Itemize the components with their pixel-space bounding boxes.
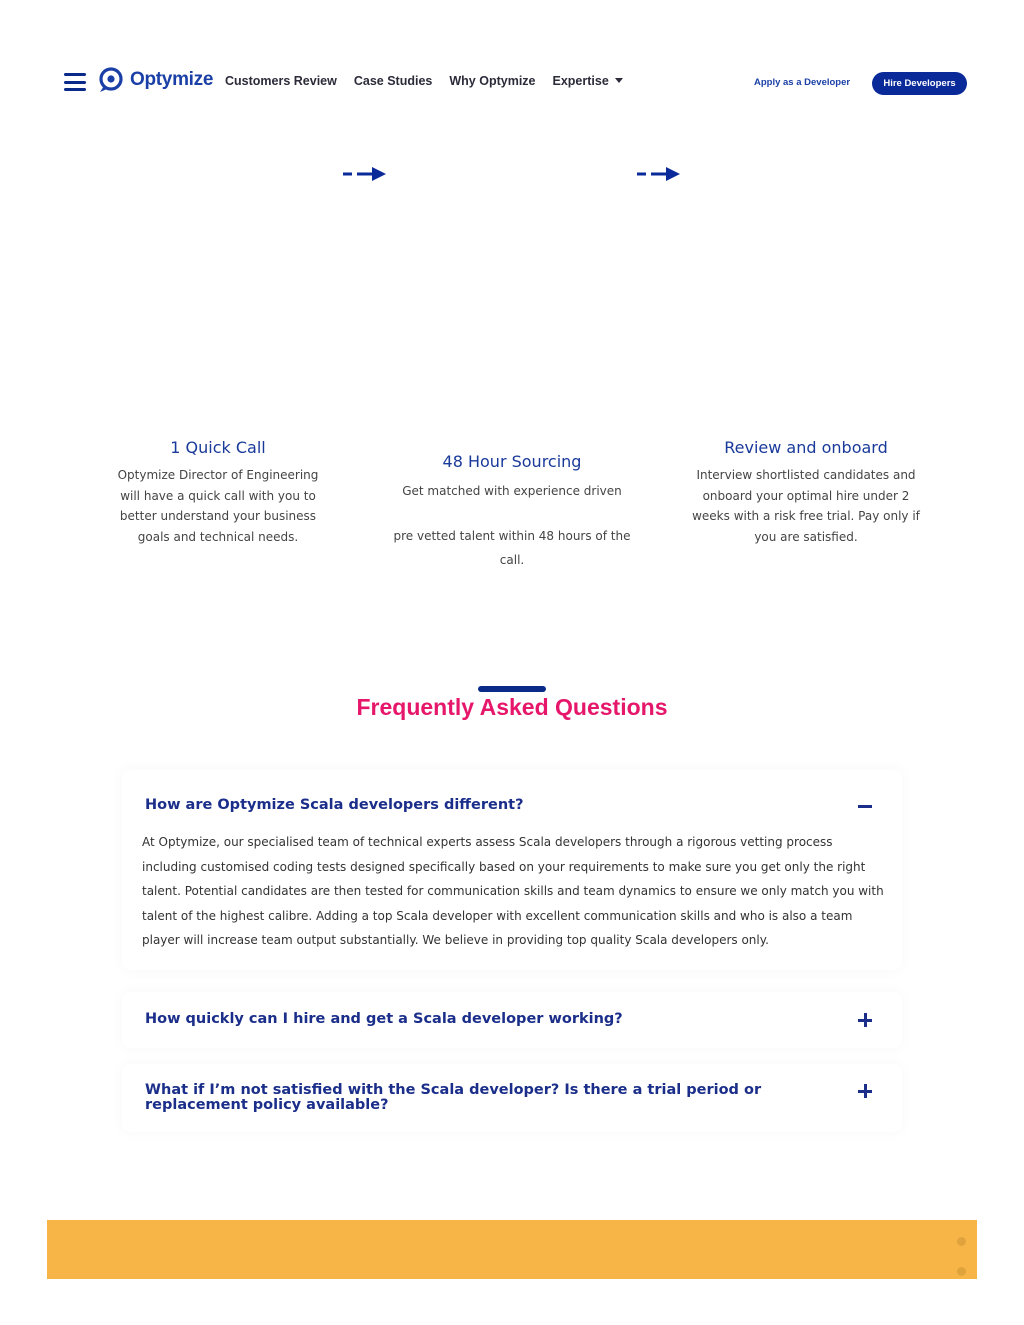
hamburger-menu-button[interactable] <box>64 72 86 92</box>
step-description: Optymize Director of Engineering will have a quick call with you to better understand your business goals and technical needs. <box>117 468 319 544</box>
faq-item <box>122 992 902 1048</box>
cta-band <box>47 1220 977 1279</box>
step-title: Review and onboard <box>724 438 888 457</box>
faq-item-expanded <box>122 770 902 970</box>
step-title: 48 Hour Sourcing <box>442 452 582 471</box>
nav-customers-review[interactable]: Customers Review <box>225 74 337 88</box>
collapse-minus-icon[interactable] <box>858 799 872 813</box>
plus-bar-v <box>864 1013 867 1027</box>
faq-question[interactable]: What if I’m not satisfied with the Scala developer? Is there a trial period or replacement policy available? <box>145 1082 762 1113</box>
apply-as-developer-link[interactable]: Apply as a Developer <box>754 77 851 88</box>
step-quick-call <box>110 438 326 547</box>
faq-item <box>122 1064 902 1132</box>
nav-expertise-dropdown[interactable] <box>553 74 623 88</box>
step-description: Interview shortlisted candidates and onboard your optimal hire under 2 weeks with a risk free trial. Pay only if you are satisfied. <box>692 468 920 544</box>
carousel-dot[interactable] <box>957 1267 966 1276</box>
optymize-logo[interactable] <box>98 67 213 93</box>
faq-heading: Frequently Asked Questions <box>356 694 668 720</box>
dashed-arrow-right-icon <box>342 166 388 182</box>
step-title: 1 Quick Call <box>170 438 266 457</box>
expand-plus-icon[interactable] <box>858 1013 872 1027</box>
carousel-dot[interactable] <box>957 1237 966 1246</box>
faq-question[interactable]: How quickly can I hire and get a Scala developer working? <box>145 1011 623 1027</box>
step-description-line1: Get matched with experience driven <box>402 484 622 498</box>
main-nav <box>225 74 623 88</box>
faq-answer: At Optymize, our specialised team of technical experts assess Scala developers through a rigorous vetting process including customised coding tests designed specifically based on your requirements to make sure you get only the right talent. Potential candidates are then tested for communication skills and team dynamics to ensure we only match you with talent of the highest calibre. Adding a top Scala developer with excellent communication skills and who is also a team player will increase team output substantially. We believe in providing top quality Scala developers only. <box>142 835 884 947</box>
step-description-line2: pre vetted talent within 48 hours of the call. <box>393 529 631 567</box>
faq-question[interactable]: How are Optymize Scala developers different? <box>145 797 524 813</box>
logo-text: Optymize <box>130 69 214 90</box>
nav-expertise-label: Expertise <box>552 74 609 88</box>
plus-bar-v <box>864 1084 867 1098</box>
hamburger-icon <box>64 73 86 76</box>
dashed-arrow-right-icon <box>636 166 682 182</box>
nav-why-optymize[interactable]: Why Optymize <box>449 74 536 88</box>
nav-case-studies[interactable]: Case Studies <box>353 74 433 88</box>
hamburger-icon-bar <box>64 88 86 91</box>
minus-bar <box>858 805 872 808</box>
faq-heading-accent-bar <box>478 686 546 692</box>
expand-plus-icon[interactable] <box>858 1084 872 1098</box>
caret-down-icon <box>615 78 623 83</box>
optymize-logo-icon <box>98 67 124 93</box>
hamburger-icon-bar <box>64 81 86 84</box>
step-review-and-onboard <box>690 438 922 547</box>
hire-developers-button[interactable]: Hire Developers <box>872 72 967 95</box>
step-48-hour-sourcing <box>392 452 632 572</box>
